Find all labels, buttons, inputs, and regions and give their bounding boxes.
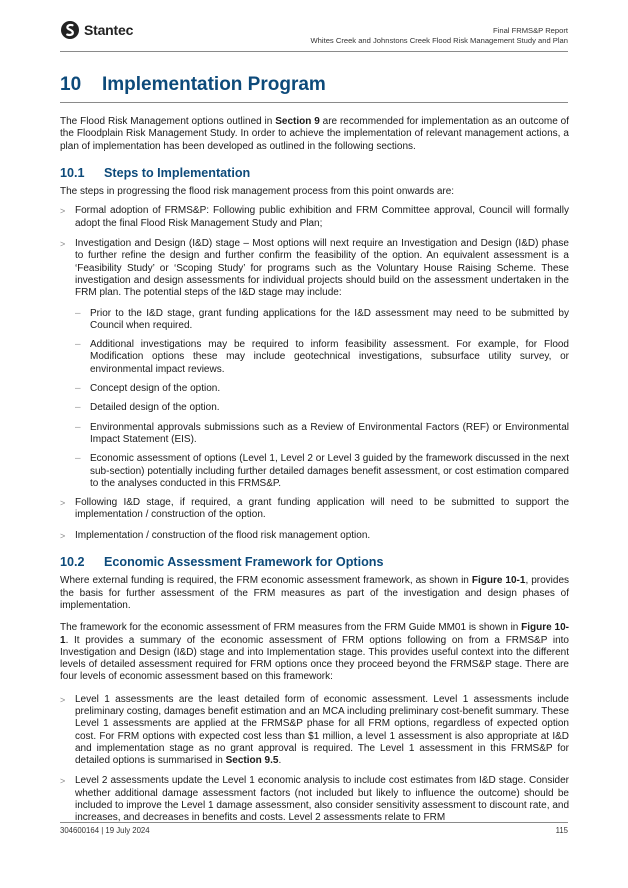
framework-paragraph-2 (60, 622, 569, 683)
header-divider (60, 51, 568, 52)
list-item-text: Investigation and Design (I&D) stage – Most options will next require an Investigation and Design (I&D) phase to further refine the design and further confirm the feasibility of the option. An equivalent assessment is a ‘Feasibility Study’ or ‘Scoping Study’ for programs such as the Voluntary House Raising Scheme. These investigation and design assessments for individual projects should build on the assessment undertaken in the FRM plan. The potential steps of the I&D stage may include: (75, 238, 569, 299)
section-number: 10.1 (60, 165, 85, 180)
sub-list-item (60, 402, 569, 414)
list-item (60, 205, 569, 230)
list-item-text: Formal adoption of FRMS&P: Following public exhibition and FRM Committee approval, Council will formally adopt the final Flood Risk Management Study and Plan; (75, 205, 569, 229)
paragraph-text: The framework for the economic assessment of FRM measures from the FRM Guide MM01 is shown in (60, 622, 522, 634)
bullet-marker: > (60, 530, 66, 541)
section-title: Steps to Implementation (104, 165, 251, 180)
sub-bullet-marker: – (75, 383, 81, 395)
list-item-text: Following I&D stage, if required, a grant funding application will need to be submitted to support the implementation / construction of the option. (75, 497, 569, 521)
stantec-logo-icon (60, 20, 80, 40)
intro-paragraph (60, 116, 569, 153)
logo-wordmark: Stantec (84, 22, 134, 38)
list-item-text: Implementation / construction of the flood risk management option. (75, 529, 371, 541)
report-subtitle: Whites Creek and Johnstons Creek Flood Risk Management Study and Plan (310, 36, 568, 45)
list-item (60, 694, 569, 768)
list-item-text: . (278, 755, 282, 767)
chapter-title: Implementation Program (102, 74, 326, 95)
section-lead: The steps in progressing the flood risk management process from this point onwards are: (60, 186, 455, 198)
chapter-divider (60, 102, 568, 103)
section-number: 10.2 (60, 555, 85, 570)
list-item (60, 497, 569, 522)
sub-list-item (60, 339, 569, 376)
chapter-heading (60, 74, 568, 104)
sub-list-item-text: Environmental approvals submissions such as a Review of Environmental Factors (REF) or Environmental Impact Statement (EIS). (90, 421, 569, 445)
section-title: Economic Assessment Framework for Options (104, 555, 384, 570)
intro-text-2: are recommended for implementation as an outcome of the Floodplain Risk Management Study. In order to achieve the implementation of relevant management actions, a plan of implementation has been developed as outlined in the following sections. (60, 116, 569, 152)
chapter-number: 10 (60, 74, 82, 95)
list-item-text: Level 2 assessments update the Level 1 economic analysis to include cost estimates from I&D stage. Consider whether additional damage assessment factors (not included but likely to influence the outcome) should be included to improve the Level 1 damage assessment, also consider sensitivity assessment to discount rate, and increases, and decreases in benefits and costs. Level 2 assessments relate to FRM (75, 775, 569, 824)
section-heading-10-1 (60, 167, 569, 179)
bullet-marker: > (60, 206, 66, 217)
paragraph-text: . It provides a summary of the economic assessment of FRM options following on from a FRMS&P into Investigation and Design (I&D) stage and into Implementation stage. This provides useful context into the different levels of detailed assessment required for FRM options once they proceed beyond the FRMS&P stage. There are four levels of economic assessment based on this framework: (60, 634, 569, 683)
intro-section-ref: Section 9 (275, 116, 320, 127)
paragraph-text: , provides the basis for further assessment of the FRM measures as part of the investigation and design phases of implementation. (60, 575, 570, 611)
sub-list-item (60, 383, 569, 395)
section-heading-10-2 (60, 556, 569, 568)
bullet-marker: > (60, 694, 66, 705)
figure-ref: Figure 10-1 (471, 575, 526, 587)
list-item (60, 530, 569, 542)
intro-text-1: The Flood Risk Management options outlined in (60, 116, 276, 127)
paragraph-text: Where external funding is required, the FRM economic assessment framework, as shown in (60, 575, 472, 587)
page-body (60, 116, 569, 833)
bullet-marker: > (60, 239, 66, 250)
stantec-logo (60, 19, 133, 41)
report-header (311, 26, 568, 46)
sub-list-item (60, 453, 569, 490)
framework-paragraph-1 (60, 575, 569, 612)
list-item (60, 775, 569, 824)
sub-list-item-text: Economic assessment of options (Level 1, Level 2 or Level 3 guided by the framework discussed in the next sub-section) potentially including further detailed damages benefit assessment, or cost estimation compared to the analyses conducted in this FRMS&P. (90, 453, 569, 489)
list-item-text: Level 1 assessments are the least detailed form of economic assessment. Level 1 assessments include preliminary costing, damages benefit estimation and an MCA including preliminary cost-benefit summary. These Level 1 assessments are applied at the FRMS&P phase for all FRM options, regardless of expected option cost. For FRM options with expected cost less than $1 million, a level 1 assessment is also appropriate at I&D and implementation stage as no grant approval is required. The Level 1 assessment in this FRMS&P for detailed options is summarised in (75, 693, 569, 767)
section-ref: Section 9.5 (225, 755, 279, 767)
sub-list-item-text: Detailed design of the option. (90, 402, 220, 414)
sub-bullet-marker: – (75, 421, 81, 433)
sub-bullet-marker: – (75, 402, 81, 414)
sub-list-item (60, 422, 569, 447)
list-item (60, 238, 569, 299)
bullet-marker: > (60, 776, 66, 787)
page-number: 115 (555, 826, 568, 835)
sub-list-item-text: Concept design of the option. (90, 383, 221, 395)
sub-bullet-marker: – (75, 307, 81, 319)
report-title: Final FRMS&P Report (493, 26, 568, 35)
bullet-marker: > (60, 498, 66, 509)
sub-list-item-text: Prior to the I&D stage, grant funding applications for the I&D assessment may need to be submitted by Council when required. (90, 307, 569, 331)
sub-bullet-marker: – (75, 339, 81, 351)
sub-list-item-text: Additional investigations may be required to inform feasibility assessment. For example, for Flood Modification options these may include geotechnical investigations, subsurface utility survey, or environmental impact reviews. (90, 339, 569, 375)
footer-doc-ref: 304600164 | 19 July 2024 (60, 826, 150, 835)
sub-list-item (60, 308, 569, 333)
figure-ref: Figure 10-1 (60, 622, 569, 646)
footer-divider (60, 822, 568, 823)
sub-bullet-marker: – (75, 453, 81, 465)
